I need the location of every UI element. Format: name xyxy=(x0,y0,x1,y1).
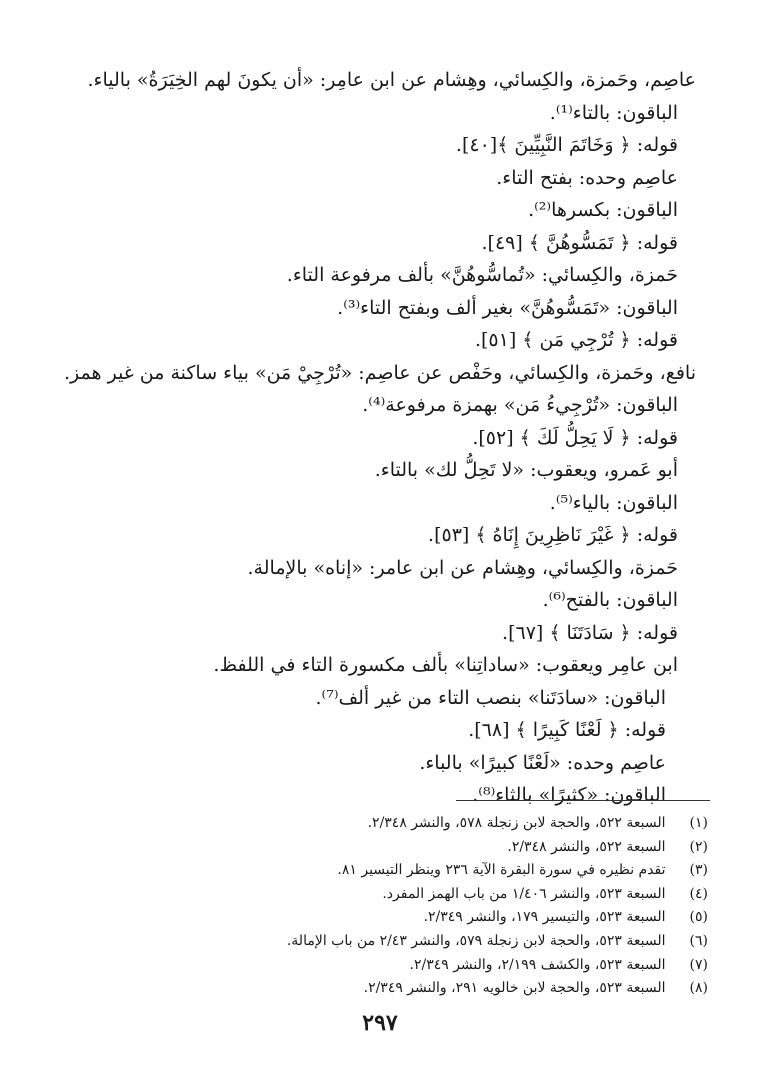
text-line: الباقون: بالفتح⁽⁶⁾. xyxy=(542,589,678,611)
footnote-number: (٥) xyxy=(689,909,708,926)
footnote-number: (٦) xyxy=(689,932,708,949)
footnote-text: السبعة ٥٢٣، والحجة لابن زنجلة ٥٧٩، والنشر ٢/٤٣ من باب الإمالة. xyxy=(286,932,666,949)
footnote-text: السبعة ٥٢٢، والحجة لابن زنجلة ٥٧٨، والنشر ٢/٣٤٨. xyxy=(367,815,666,831)
text-line: قوله: ﴿ تُرْجِي مَن ﴾ [٥١]. xyxy=(474,329,678,351)
main-text xyxy=(64,64,696,812)
footnote-number: (١) xyxy=(689,815,708,831)
footnote-number: (٤) xyxy=(689,885,708,902)
text-line: الباقون: «سادَتَنا» بنصب التاء من غير ألف⁽⁷⁾. xyxy=(315,686,666,709)
footnote-item xyxy=(108,836,708,860)
footnotes xyxy=(108,812,708,1001)
footnote-text: السبعة ٥٢٣، والتيسير ١٧٩، والنشر ٢/٣٤٩. xyxy=(423,909,666,926)
text-line: قوله: ﴿ وَخَاتَمَ النَّبِيِّينَ ﴾[٤٠]. xyxy=(455,134,678,156)
text-line: قوله: ﴿ لَا يَحِلُّ لَكَ ﴾ [٥٢]. xyxy=(472,426,678,449)
text-line: الباقون: «تُرْجِيءُ مَن» بهمزة مرفوعة⁽⁴⁾. xyxy=(362,394,678,416)
text-line: عاصِم، وحَمزة، والكِسائي، وهِشام عن ابن عامِر: «أن يكونَ لهم الخِيَرَةُ» بالياء. xyxy=(87,69,696,91)
text-line: قوله: ﴿ تَمَسُّوهُنَّ ﴾ [٤٩]. xyxy=(481,231,678,254)
footnote-number: (٨) xyxy=(689,980,708,997)
text-line: الباقون: بالياء⁽⁵⁾. xyxy=(549,491,678,514)
text-line: حَمزة، والكِسائي، وهِشام عن ابن عامر: «إناه» بالإمالة. xyxy=(247,556,678,579)
text-line: نافع، وحَمزة، والكِسائي، وحَفْص عن عاصِم: «تُرْجِيْ مَن» بياء ساكنة من غير همز. xyxy=(64,361,696,384)
footnote-text: السبعة ٥٢٣، والحجة لابن خالويه ٢٩١، والنشر ٢/٣٤٩. xyxy=(363,980,666,997)
text-line: قوله: ﴿ سَادَتَنَا ﴾ [٦٧]. xyxy=(502,621,678,644)
text-line: عاصِم وحده: «لَعْنًا كبيرًا» بالباء. xyxy=(419,751,666,774)
footnote-item xyxy=(108,977,708,1001)
footnote-text: السبعة ٥٢٣، والنشر ١/٤٠٦ من باب الهمز المفرد. xyxy=(382,885,666,902)
footnote-text: السبعة ٥٢٣، والكشف ٢/١٩٩، والنشر ٢/٣٤٩. xyxy=(409,956,666,973)
text-line: قوله: ﴿ غَيْرَ نَاظِرِينَ إِنَاهُ ﴾ [٥٣]. xyxy=(428,524,678,546)
footnote-item xyxy=(108,859,708,883)
text-line: قوله: ﴿ لَعْنًا كَبِيرًا ﴾ [٦٨]. xyxy=(468,719,666,741)
footnote-number: (٢) xyxy=(689,838,708,855)
footnote-number: (٧) xyxy=(689,956,708,973)
text-line: عاصِم وحده: بفتح التاء. xyxy=(496,166,678,189)
text-line: الباقون: بالتاء⁽¹⁾. xyxy=(549,101,678,124)
footnote-item xyxy=(108,812,708,836)
footnote-text: السبعة ٥٢٢، والنشر ٢/٣٤٨. xyxy=(507,838,666,855)
footnote-number: (٣) xyxy=(689,862,708,879)
footnote-item xyxy=(108,906,708,930)
text-line: حَمزة، والكِسائي: «تُماسُّوهُنَّ» بألف مرفوعة التاء. xyxy=(286,264,678,286)
text-line: الباقون: بكسرها⁽²⁾. xyxy=(528,199,678,221)
footnote-item xyxy=(108,954,708,978)
text-line: أبو عَمرو، ويعقوب: «لا تَحِلُّ لك» بالتاء. xyxy=(374,459,678,481)
footnote-divider xyxy=(456,800,710,801)
text-line: الباقون: «تَمَسُّوهُنَّ» بغير ألف وبفتح التاء⁽³⁾. xyxy=(337,296,678,319)
page-number: ٢٩٧ xyxy=(362,1010,398,1036)
footnote-text: تقدم نظيره في سورة البقرة الآية ٢٣٦ وينظر التيسير ٨١. xyxy=(337,862,666,879)
text-line: الباقون: «كثيرًا» بالثاء⁽⁸⁾. xyxy=(472,784,666,806)
text-line: ابن عامِر ويعقوب: «ساداتِنا» بألف مكسورة التاء في اللفظ. xyxy=(213,654,678,676)
footnote-item xyxy=(108,930,708,954)
footnote-item xyxy=(108,883,708,907)
